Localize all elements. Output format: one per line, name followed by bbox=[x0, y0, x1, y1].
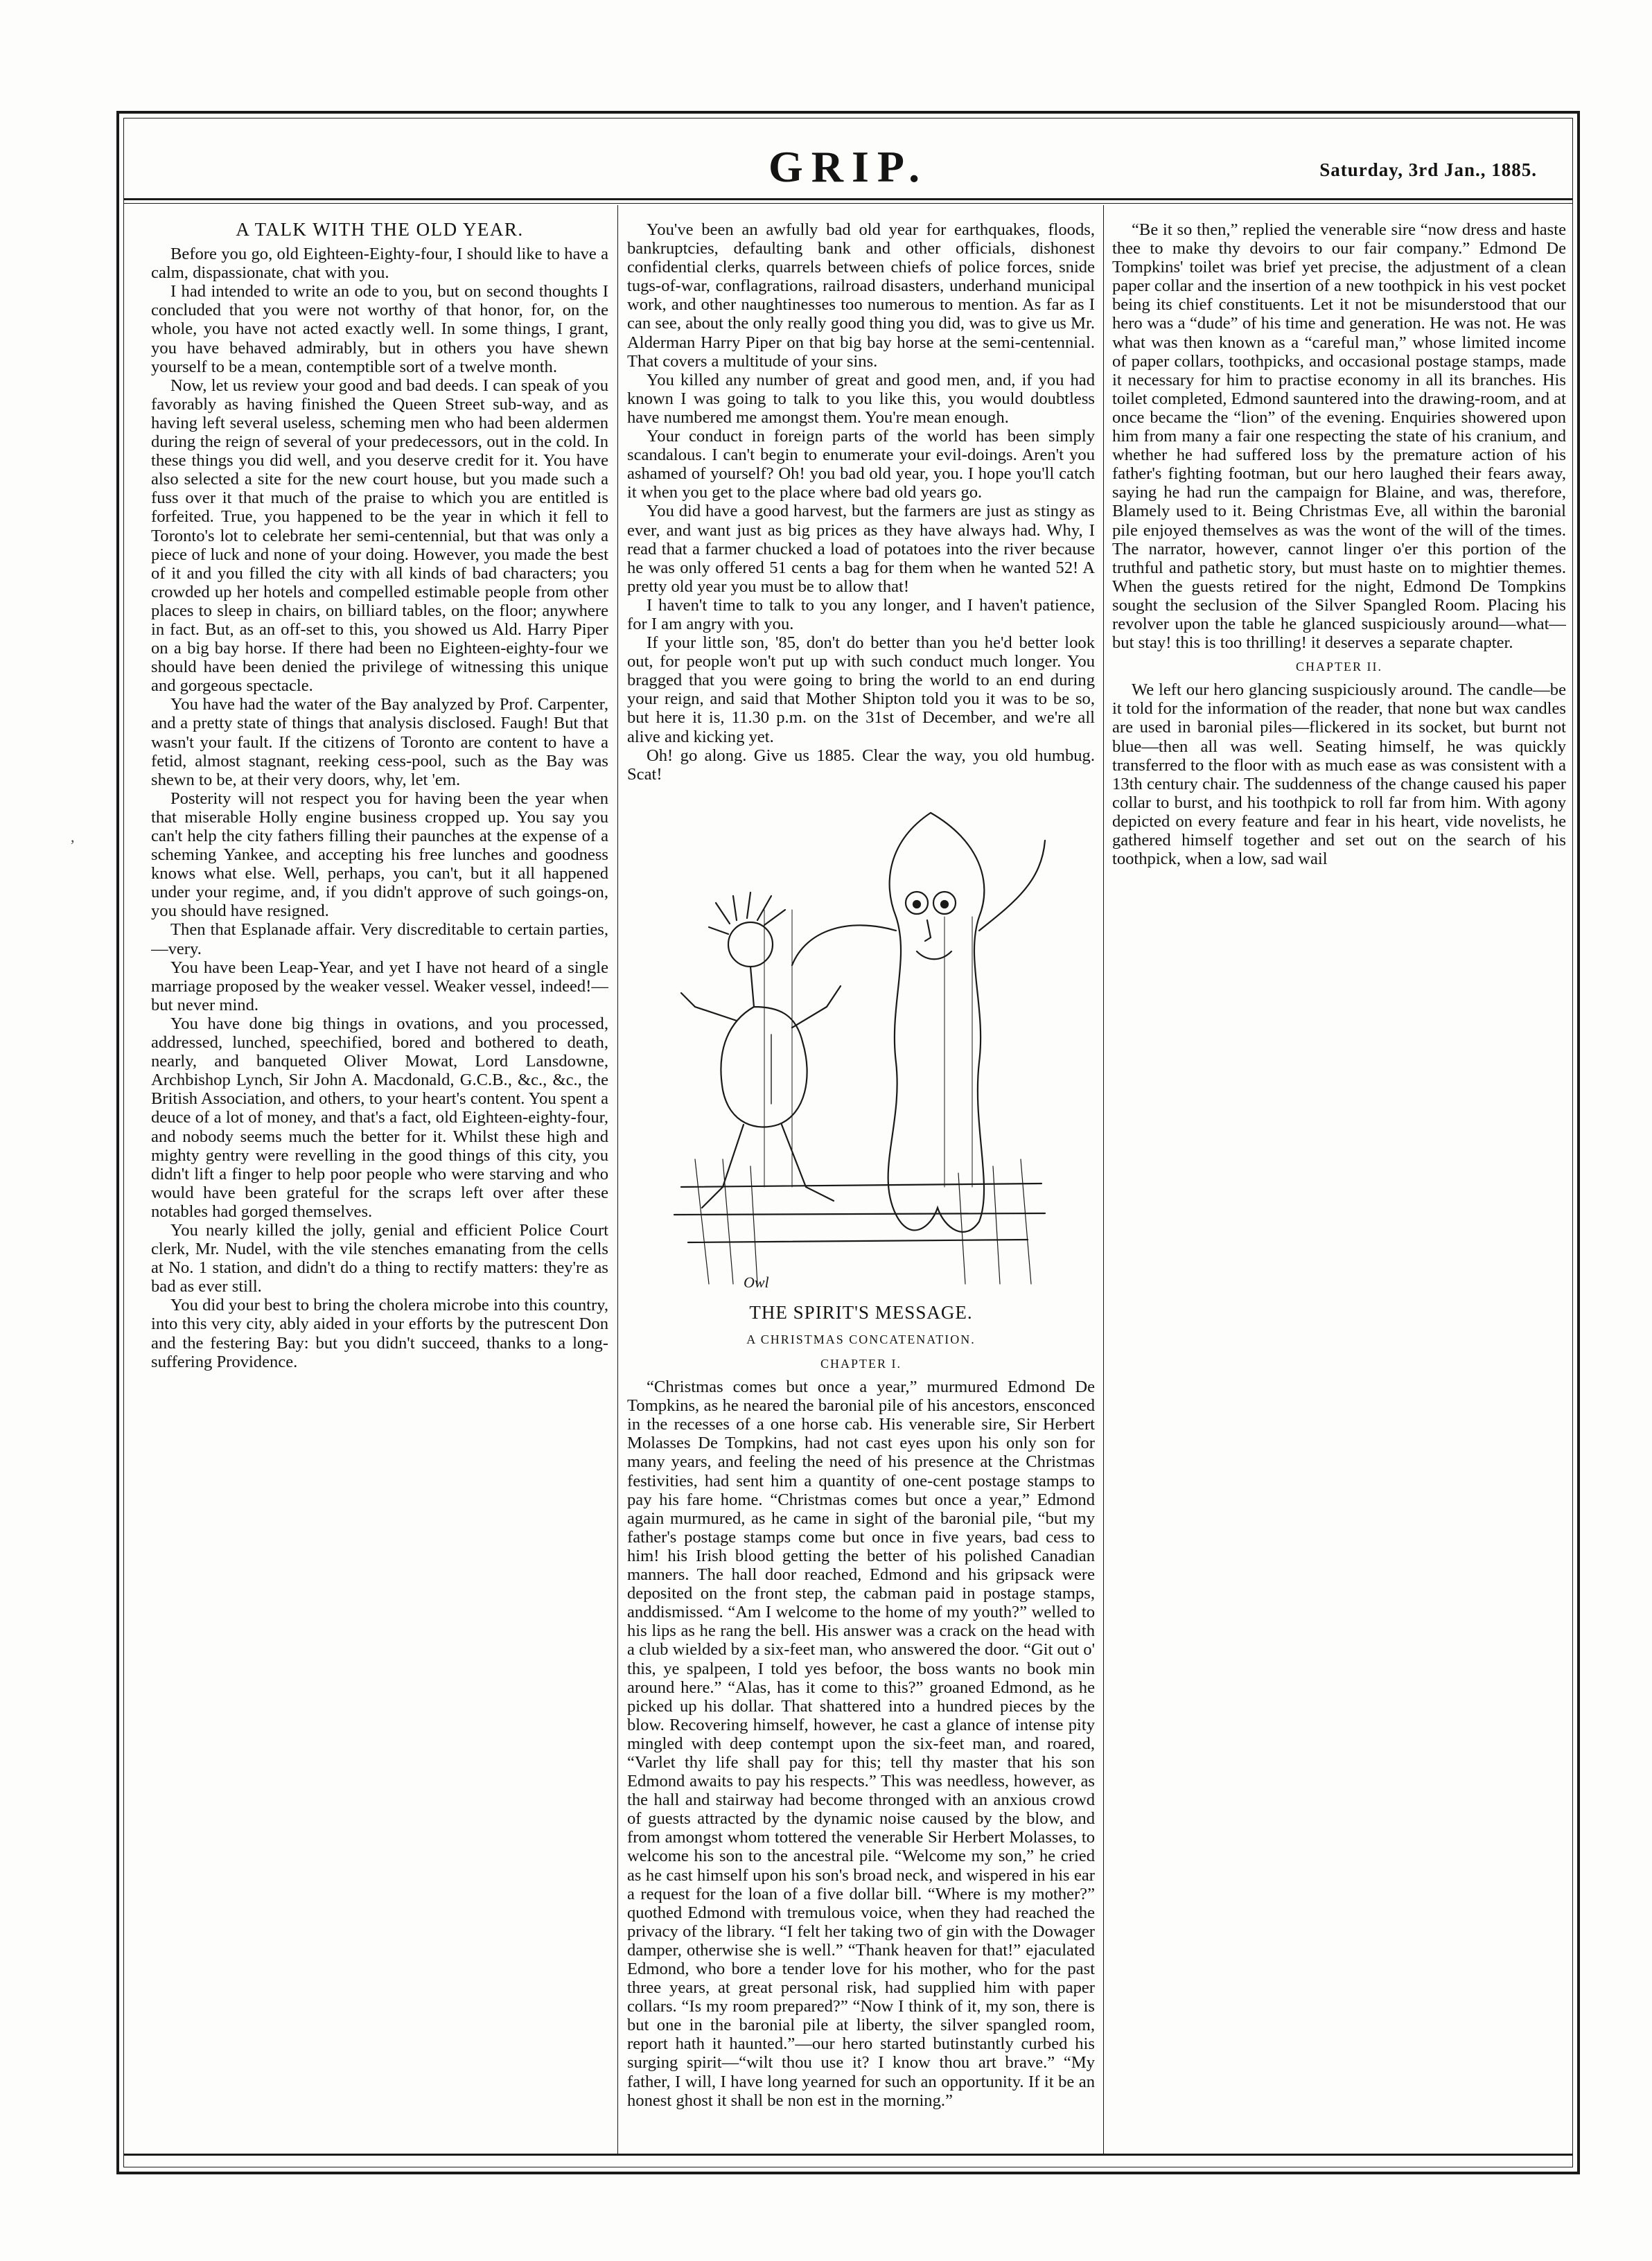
masthead bbox=[139, 139, 1558, 195]
article-paragraph: You have been Leap-Year, and yet I have not heard of a single marriage proposed by the weaker vessel. Weaker vessel, indeed!—but never mind. bbox=[151, 958, 608, 1014]
margin-mark: , bbox=[71, 828, 75, 845]
article-paragraph: You killed any number of great and good men, and, if you had known I was going to talk to you like this, you would doubtless have numbered me amongst them. You're mean enough. bbox=[627, 370, 1095, 427]
illustrator-signature: Owl bbox=[743, 1273, 769, 1291]
masthead-rule bbox=[123, 198, 1573, 200]
issue-date: Saturday, 3rd Jan., 1885. bbox=[1319, 159, 1537, 180]
article-paragraph: Oh! go along. Give us 1885. Clear the way, you old humbug. Scat! bbox=[627, 746, 1095, 784]
article-paragraph: I haven't time to talk to you any longer, and I haven't patience, for I am angry with you. bbox=[627, 595, 1095, 633]
article-paragraph: You've been an awfully bad old year for earthquakes, floods, bankruptcies, defaulting bank and other officials, dishonest confidential clerks, quarrels between chiefs of police forces, snide tugs-of-war, conflagrations, railroad disasters, underhand municipal work, and other naughtinesses too numerous to mention. As far as I can see, about the only really good thing you did, was to give us Mr. Alderman Harry Piper on that big bay horse at the semi-centennial. That covers a multitude of your sins. bbox=[627, 220, 1095, 371]
article-paragraph: You nearly killed the jolly, genial and efficient Police Court clerk, Mr. Nudel, with the vile stenches emanating from the cells at No. 1 station, and didn't do a thing to rectify matters: they're as bad as ever still. bbox=[151, 1220, 608, 1296]
story-paragraph: “Christmas comes but once a year,” murmured Edmond De Tompkins, as he neared the baronial pile of his ancestors, ensconced in the recesses of a one horse cab. His venerable sire, Sir Herbert Molasses De Tompkins, had not cast eyes upon his only son for many years, and feeling the need of his presence at the Christmas festivities, had sent him a quantity of one-cent postage stamps to pay his fare home. “Christmas comes but once a year,” Edmond again murmured, as he came in sight of the baronial pile, “but my father's postage stamps come but once in five years, bad cess to him! his Irish blood getting the better of his polished Canadian manners. The hall door reached, Edmond and his gripsack were deposited on the front step, the cabman paid in postage stamps, anddismissed. “Am I welcome to the home of my youth?” welled to his lips as he rang the bell. His answer was a crack on the head with a club wielded by a six-feet man, who answered the door. “Git out o' this, ye spalpeen, I told yes befoor, the boss wants no book min around here.” “Alas, has it come to this?” groaned Edmond, as he picked up his dollar. That shattered into a hundred pieces by the blow. Recovering himself, however, he cast a glance of intense pity mingled with deep contempt upon the six-feet man, and roared, “Varlet thy life shall pay for this; tell thy master that his son Edmond awaits to pay his respects.” This was needless, however, as the hall and stairway had become thronged with an anxious crowd of guests attracted by the dynamic noise caused by the blow, and from amongst whom tottered the venerable Sir Herbert Molasses, to welcome his son to the ancestral pile. “Welcome my son,” he cried as he cast himself upon his son's broad neck, and wispered in his ear a request for the loan of a five dollar bill. “Where is my mother?” quothed Edmond with tremulous voice, when they had reached the privacy of the library. “I felt her taking two of gin with the Dowager damper, otherwise she is well.” “Thank heaven for that!” ejaculated Edmond, who bore a tender love for his mother, who for the past three years, at great personal risk, had supplied him with paper collars. “Is my room prepared?” “Now I think of it, my son, there is but one in the baronial pile at liberty, the silver spangled room, report hath it haunted.”—our hero started butinstantly curbed his surging spirit—“wilt thou use it? I know thou art brave.” “My father, I will, I have long yearned for such an opportunity. If it be an honest ghost it shall be non est in the morning.” bbox=[627, 1378, 1095, 2110]
column-2 bbox=[627, 220, 1095, 2147]
story-paragraph: “Be it so then,” replied the venerable sire “now dress and haste thee to make thy devoirs to our fair company.” Edmond De Tompkins' toilet was brief yet precise, the adjustment of a clean paper collar and the insertion of a new toothpick in his vest pocket being its chief constituents. Let it not be misunderstood that our hero was a “dude” of his time and generation. He was not. He was what was then known as a “careful man,” whose limited income of paper collars, toothpicks, and occasional postage stamps, made it necessary for him to practise economy in all its branches. His toilet completed, Edmond sauntered into the drawing-room, and at once became the “lion” of the evening. Enquiries showered upon him from many a fair one respecting the state of his cranium, and whether he had suffered loss by the premature action of his father's fighting footman, but our hero laughed their fears away, saying he had run the campaign for Blaine, and was, therefore, Blamely used to it. Being Christmas Eve, all within the baronial pile enjoyed themselves as was the wont of the will of the times. The narrator, however, cannot linger o'er this portion of the truthful and pathetic story, but must haste on to mightier themes. When the guests retired for the night, Edmond De Tompkins sought the seclusion of the Silver Spangled Room. Placing his revolver upon the table he glanced suspiciously around—what—but stay! this is too thrilling! it deserves a separate chapter. bbox=[1112, 220, 1566, 653]
masthead-title: GRIP. bbox=[768, 142, 929, 191]
column-divider-2 bbox=[1103, 205, 1104, 2154]
article-paragraph: Now, let us review your good and bad deeds. I can speak of you favorably as having finished the Queen Street sub-way, and as having left several useless, scheming men who had been aldermen during the reign of several of your predecessors, out in the cold. In these things you did well, and you deserve credit for it. You have also selected a site for the new court house, but you made such a fuss over it that much of the praise to which you are entitled is forfeited. True, you happened to be the year in which it fell to Toronto's lot to celebrate her semi-centennial, but that was only a piece of luck and none of your doing. However, you made the best of it and you filled the city with all kinds of bad characters; you crowded up her hotels and compelled estimable people from other places to sleep in chairs, on billiard tables, on the floor; anywhere in fact. But, as an off-set to this, you showed us Ald. Harry Piper on a big bay horse. If there had been no Eighteen-eighty-four we should have been denied the privilege of witnessing this unique and gorgeous spectacle. bbox=[151, 376, 608, 696]
article-paragraph: You have had the water of the Bay analyzed by Prof. Carpenter, and a pretty state of things that analysis disclosed. Faugh! But that wasn't your fault. If the citizens of Toronto are content to have a fetid, almost stagnant, reeking cess-pool, such as the Bay was shewn to be, at their very doors, why, let 'em. bbox=[151, 695, 608, 789]
article-paragraph: If your little son, '85, don't do better than you he'd better look out, for people won't put up with such conduct much longer. You bragged that you were going to bring the world to an end during your reign, and said that Mother Shipton told you it was to be so, but here it is, 11.30 p.m. on the 31st of December, and we're all alive and kicking yet. bbox=[627, 633, 1095, 746]
article-paragraph: You did have a good harvest, but the farmers are just as stingy as ever, and want just as big prices as they have always had. Why, I read that a farmer chucked a load of potatoes into the river because he was only offered 51 cents a bag for them when he wanted 52! A pretty old year you must be to allow that! bbox=[627, 502, 1095, 596]
column-divider-1 bbox=[617, 205, 618, 2154]
masthead-rule-thin bbox=[123, 203, 1573, 204]
column-1 bbox=[151, 220, 608, 2147]
article-paragraph: Before you go, old Eighteen-Eighty-four, I should like to have a calm, dispassionate, chat with you. bbox=[151, 245, 608, 283]
article-paragraph: You did your best to bring the cholera microbe into this country, into this very city, ably aided in your efforts by the putrescent Don and the festering Bay: but you didn't succeed, thanks to a long-suffering Providence. bbox=[151, 1296, 608, 1371]
article-title: A TALK WITH THE OLD YEAR. bbox=[236, 220, 524, 240]
chapter-heading: CHAPTER II. bbox=[1296, 660, 1382, 674]
footer-rule bbox=[123, 2154, 1573, 2156]
spirit-illustration bbox=[667, 799, 1055, 1298]
article-paragraph: Then that Esplanade affair. Very discreditable to certain parties,—very. bbox=[151, 920, 608, 958]
column-3 bbox=[1112, 220, 1566, 2147]
illustration-caption: THE SPIRIT'S MESSAGE. bbox=[749, 1301, 973, 1323]
illustration-subcaption: A CHRISTMAS CONCATENATION. bbox=[746, 1332, 976, 1346]
article-paragraph: I had intended to write an ode to you, but on second thoughts I concluded that you were not worthy of that honor, for, on the whole, you have not acted exactly well. In some things, I grant, you have behaved admirably, but in others you have shewn yourself to be a mean, contemptible sort of a twelve month. bbox=[151, 282, 608, 376]
article-paragraph: Posterity will not respect you for having been the year when that miserable Holly engine business cropped up. You say you can't help the city fathers filling their paunches at the expense of a scheming Yankee, and accepting his free lunches and goodness knows what else. Well, perhaps, you can't, but it all happened under your regime, and, if you didn't approve of such goings-on, you should have resigned. bbox=[151, 789, 608, 921]
story-paragraph: We left our hero glancing suspiciously around. The candle—be it told for the information of the reader, that none but wax candles are used in baronial piles—flickered in its socket, but burnt not blue—then all was well. Seating himself, he was quickly transferred to the floor with as much ease as was consistent with a 13th century chair. The suddenness of the change caused his paper collar to burst, and his toothpick to roll far from him. With agony depicted on every feature and fear in his heart, vide novelists, he gathered himself together and set out on the search of his toothpick, when a low, sad wail bbox=[1112, 680, 1566, 869]
article-paragraph: You have done big things in ovations, and you processed, addressed, lunched, speechified, bored and bothered to death, nearly, and banqueted Oliver Mowat, Lord Lansdowne, Archbishop Lynch, Sir John A. Macdonald, G.C.B., &c., &c., the British Association, and others, to your heart's content. You spent a deuce of a lot of money, and that's a fact, old Eighteen-eighty-four, and nobody seems much the better for it. Whilst these high and mighty gentry were revelling in the good things of this city, you didn't lift a finger to help poor people who were starving and who would have been grateful for the scraps left over after these notables had gorged themselves. bbox=[151, 1014, 608, 1221]
article-paragraph: Your conduct in foreign parts of the world has been simply scandalous. I can't begin to enumerate your evil-doings. Aren't you ashamed of yourself? Oh! you bad old year, you. I hope you'll catch it when you get to the place where bad old years go. bbox=[627, 427, 1095, 502]
chapter-heading: CHAPTER I. bbox=[820, 1357, 902, 1371]
